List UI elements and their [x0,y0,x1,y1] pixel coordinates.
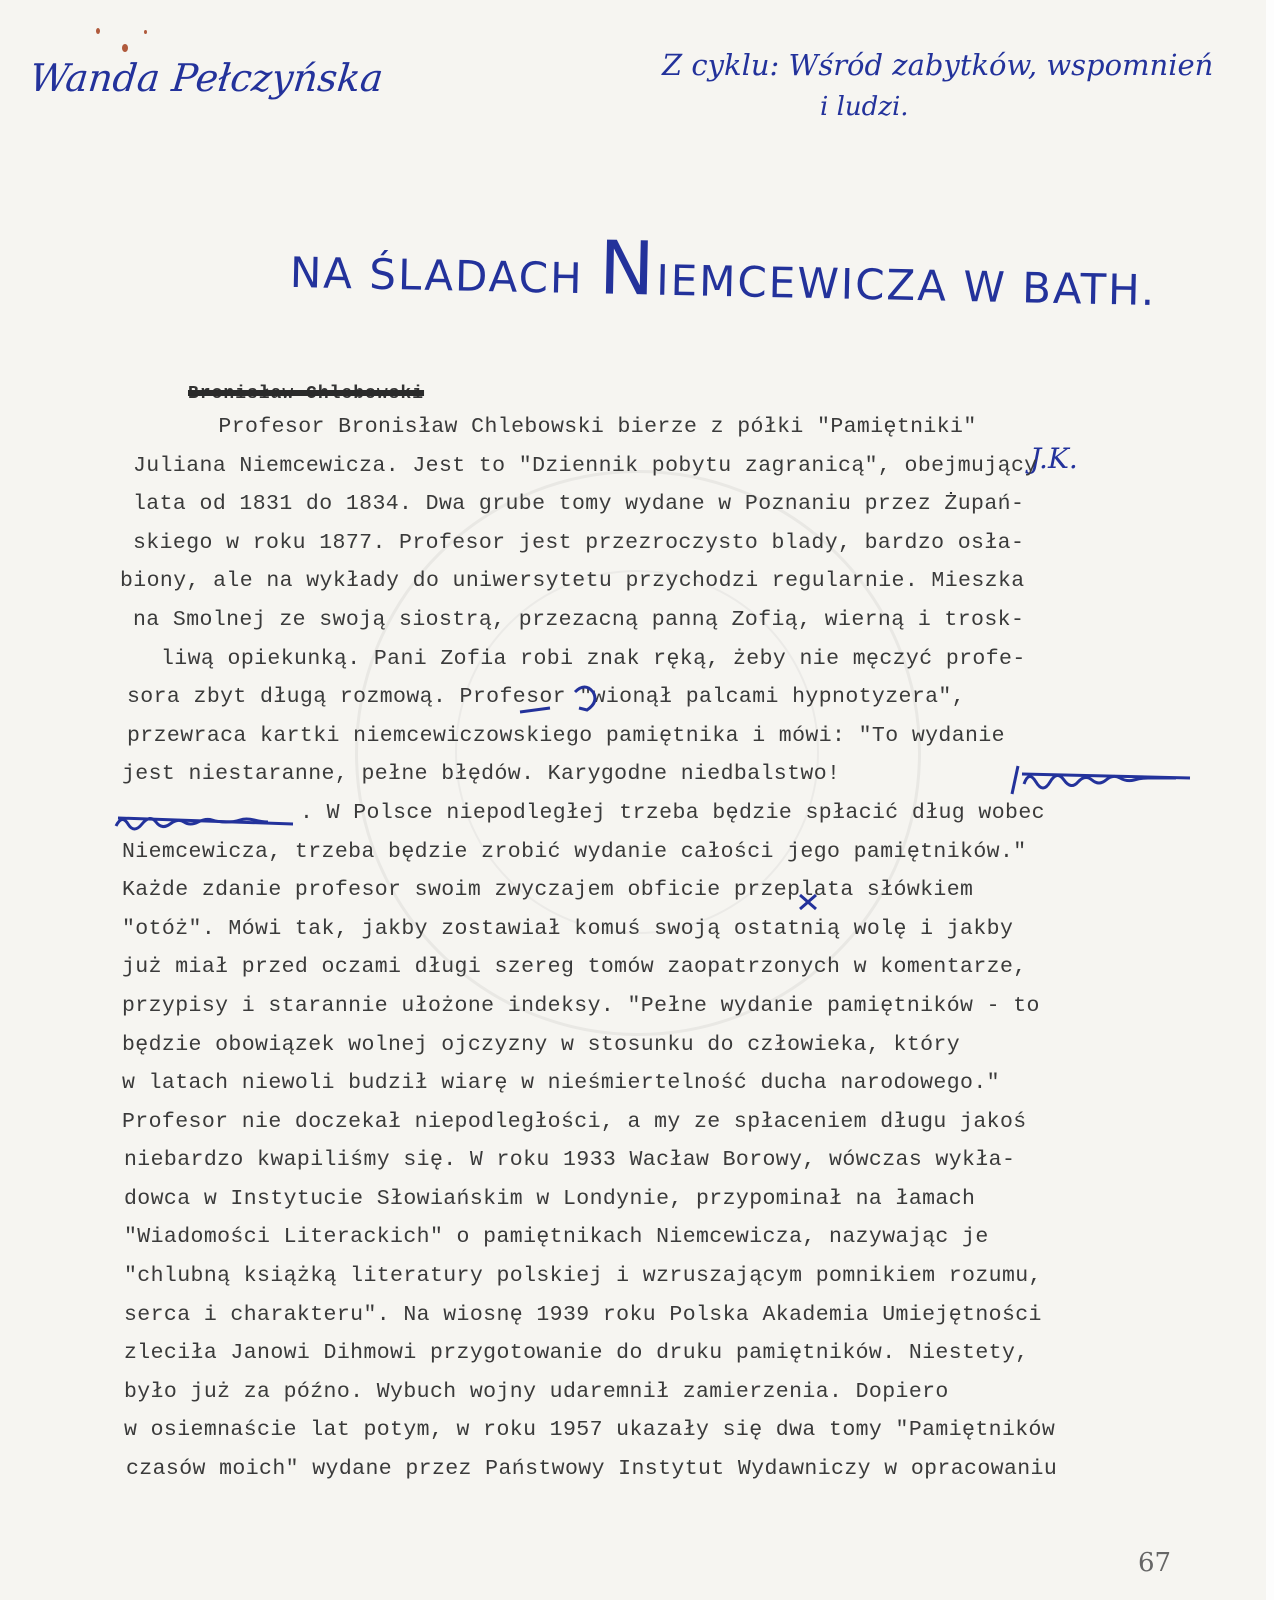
typed-line: biony, ale na wykłady do uniwersytetu przychodzi regularnie. Mieszka [120,569,1025,594]
page-number: 67 [1138,1548,1172,1578]
typed-line: liwą opiekunką. Pani Zofia robi znak ręką, żeby nie męczyć profe- [161,646,1026,671]
typed-line: lata od 1831 do 1834. Dwa grube tomy wydane w Poznaniu przez Żupań- [133,492,1025,517]
typed-line: "chlubną książką literatury polskiej i wzruszającym pomnikiem rozumu, [124,1264,1042,1289]
typed-line: dowca w Instytucie Słowiańskim w Londynie, przypominał na łamach [124,1186,976,1211]
struck-out-heading: Bronisław Chlebowski [188,384,425,404]
typed-line: przypisy i starannie ułożone indeksy. "Pełne wydanie pamiętników - to [122,993,1040,1018]
typed-line: w osiemnaście lat potym, w roku 1957 ukazały się dwa tomy "Pamiętników [124,1418,1056,1443]
typed-line: na Smolnej ze swoją siostrą, przezacną panną Zofią, wierną i trosk- [133,607,1025,632]
title-initial: N [598,225,658,313]
title-part-1: NA ŚLADACH [289,247,600,304]
typed-line: "otóż". Mówi tak, jakby zostawiał komuś swoją ostatnią wolę i jakby [122,916,1014,941]
typed-line: serca i charakteru". Na wiosnę 1939 roku Polska Akademia Umiejętności [124,1302,1042,1327]
typed-line: jest niestaranne, pełne błędów. Karygodne niedbalstwo! [122,762,841,787]
typed-line: skiego w roku 1877. Profesor jest przezroczysto blady, bardzo osła- [133,530,1025,555]
typed-line: "Wiadomości Literackich" o pamiętnikach Niemcewicza, nazywając je [124,1225,989,1250]
typed-line: . W Polsce niepodległej trzeba będzie spłacić dług wobec [300,800,1045,825]
title-part-2: IEMCEWICZA W BATH. [655,255,1157,316]
handwritten-cycle-note: Z cyklu: Wśród zabytków, wspomnień [662,48,1214,82]
handwritten-cycle-note-continued: i ludzi. [820,92,909,122]
typed-line: Niemcewicza, trzeba będzie zrobić wydanie całości jego pamiętników." [122,839,1027,864]
typed-line: w latach niewoli budził wiarę w nieśmiertelność ducha narodowego." [122,1071,1000,1096]
typed-line: już miał przed oczami długi szereg tomów zaopatrzonych w komentarze, [122,955,1027,980]
typed-line: będzie obowiązek wolnej ojczyzny w stosunku do człowieka, który [122,1032,961,1057]
typed-line: Profesor nie doczekał niepodległości, a my ze spłaceniem długu jakoś [122,1109,1027,1134]
handwritten-insert-jk: J.K. [1030,442,1078,475]
typed-line: czasów moich" wydane przez Państwowy Instytut Wydawniczy w opracowaniu [126,1457,1058,1482]
typed-line: przewraca kartki niemcewiczowskiego pamiętnika i mówi: "To wydanie [127,723,1005,748]
typed-line: sora zbyt długą rozmową. Profesor "wionął palcami hypnotyzera", [127,685,966,710]
handwritten-author: Wanda Pełczyńska [27,56,386,100]
typed-line: było już za późno. Wybuch wojny udaremnił zamierzenia. Dopiero [124,1379,949,1404]
typed-line: Profesor Bronisław Chlebowski bierze z półki "Pamiętniki" [112,415,977,439]
typed-line: Juliana Niemcewicza. Jest to "Dziennik pobytu zagranicą", obejmujący [133,453,1038,478]
typed-line: zleciła Janowi Dihmowi przygotowanie do druku pamiętników. Niestety, [124,1341,1029,1366]
typed-line: Każde zdanie profesor swoim zwyczajem obficie przeplata słówkiem [122,878,974,903]
typed-line: niebardzo kwapiliśmy się. W roku 1933 Wacław Borowy, wówczas wykła- [124,1148,1016,1173]
